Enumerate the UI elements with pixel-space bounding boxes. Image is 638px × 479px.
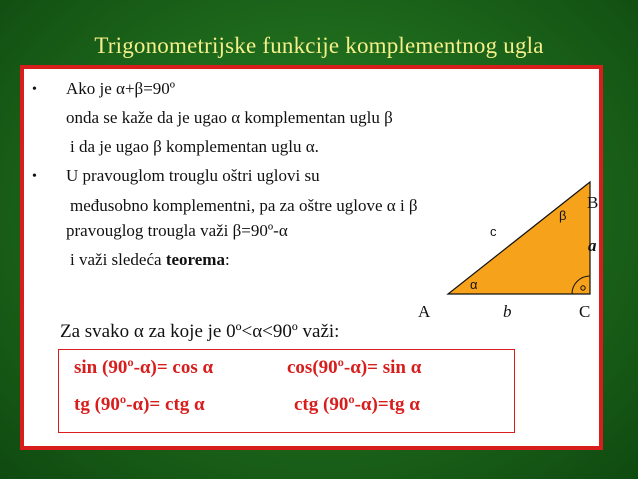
line-2: onda se kaže da je ugao α komplementan uglu β	[66, 108, 393, 127]
alpha-label: α	[470, 277, 478, 292]
formula-sin: sin (90º-α)= cos α	[74, 357, 214, 378]
content-panel	[20, 65, 603, 450]
vertex-a-label: A	[418, 302, 431, 321]
slide-title: Trigonometrijske funkcije komplementnog ugla	[94, 33, 544, 58]
vertex-c-label: C	[579, 302, 591, 321]
line-3: i da je ugao β komplementan uglu α.	[70, 137, 319, 156]
line-1: Ako je α+β=90º	[66, 79, 176, 98]
vertex-b-label: B	[587, 193, 599, 212]
right-triangle-diagram	[434, 179, 594, 299]
line-7-suffix: :	[224, 250, 230, 269]
line-5: međusobno komplementni, pa za oštre uglove α i β	[70, 196, 418, 215]
formula-tg: tg (90º-α)= ctg α	[74, 394, 205, 415]
theorem-word: teorema	[165, 250, 225, 269]
theorem-statement: Za svako α za koje je 0º<α<90º važi:	[60, 321, 340, 342]
side-a-label: a	[588, 236, 597, 255]
side-c-label: c	[490, 224, 497, 239]
bullet-2: •	[32, 169, 37, 184]
formulas-box	[58, 349, 515, 433]
line-7-prefix: i važi sledeća	[70, 250, 166, 269]
formula-ctg: ctg (90º-α)=tg α	[294, 394, 420, 415]
side-b-label: b	[503, 302, 512, 321]
line-4: U pravouglom trouglu oštri uglovi su	[66, 166, 320, 185]
line-7	[70, 251, 230, 268]
bullet-1: •	[32, 82, 37, 97]
line-6: pravouglog trougla važi β=90º-α	[66, 221, 288, 240]
beta-label: β	[559, 208, 567, 223]
formula-cos: cos(90º-α)= sin α	[287, 357, 422, 378]
